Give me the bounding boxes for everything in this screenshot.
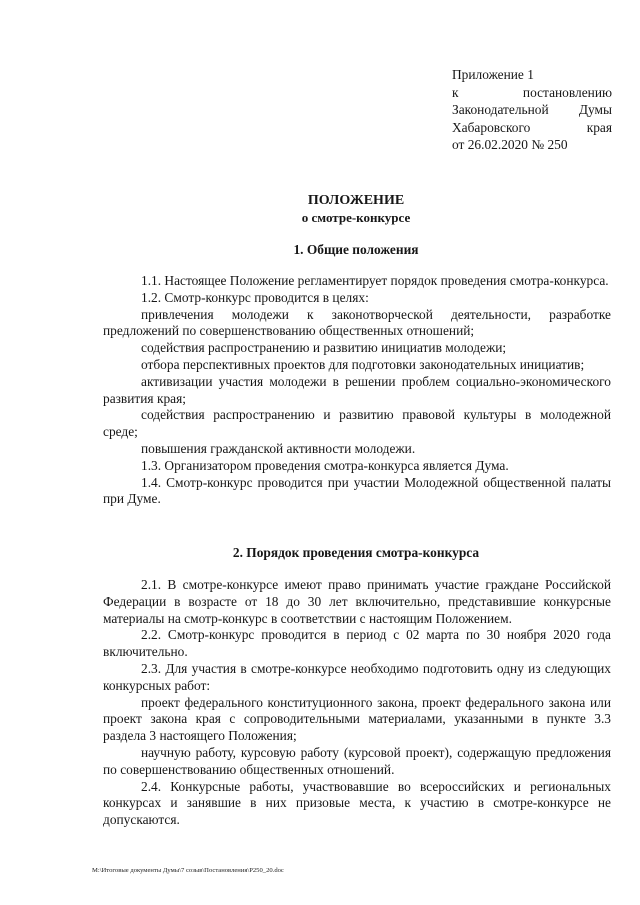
paragraph: привлечения молодежи к законотворческой деятельности, разработке предложений по совершенствованию общественных отношений; — [103, 306, 611, 339]
paragraph: активизации участия молодежи в решении проблем социально-экономического развития края; — [103, 373, 611, 406]
paragraph: научную работу, курсовую работу (курсовой проект), содержащую предложения по совершенствованию общественных отношений. — [103, 744, 611, 777]
file-path-footer: М:\Итоговые документы Думы\7 созыв\Постановления\Р250_20.doc — [92, 867, 284, 874]
appendix-line-2: к постановлению — [452, 84, 612, 100]
section-1-heading: 1. Общие положения — [293, 242, 419, 257]
appendix-line-3: Законодательной Думы — [452, 102, 612, 117]
appendix-line-4: Хабаровского края — [452, 119, 612, 135]
paragraph: 2.3. Для участия в смотре-конкурсе необходимо подготовить одну из следующих конкурсных работ: — [103, 660, 611, 693]
paragraph: 2.2. Смотр-конкурс проводится в период с 02 марта по 30 ноября 2020 года включительно. — [103, 627, 611, 660]
paragraph: 1.4. Смотр-конкурс проводится при участии Молодежной общественной палаты при Думе. — [103, 474, 611, 507]
section-2-heading: 2. Порядок проведения смотра-конкурса — [232, 545, 480, 560]
appendix-line-1: Приложение 1 — [452, 67, 534, 82]
appendix-block — [452, 66, 612, 154]
paragraph: содействия распространению и развитию инициатив молодежи; — [141, 340, 507, 356]
document-title: ПОЛОЖЕНИЕ — [307, 193, 405, 208]
document-subtitle: о смотре-конкурсе — [301, 210, 411, 225]
paragraph: повышения гражданской активности молодежи. — [141, 440, 416, 456]
section-1-body — [103, 273, 611, 508]
section-2-body — [103, 577, 611, 829]
paragraph: 1.1. Настоящее Положение регламентирует порядок проведения смотра-конкурса. — [141, 273, 609, 288]
paragraph: отбора перспективных проектов для подготовки законодательных инициатив; — [141, 356, 585, 372]
paragraph: проект федерального конституционного закона, проект федерального закона или проект закона края с сопроводительными материалами, указанными в пункте 3.3 раздела 3 настоящего Положения; — [103, 694, 611, 744]
paragraph: 1.3. Организатором проведения смотра-конкурса является Дума. — [141, 457, 509, 473]
paragraph: содействия распространению и развитию правовой культуры в молодежной среде; — [103, 407, 611, 440]
paragraph: 2.1. В смотре-конкурсе имеют право принимать участие граждане Российской Федерации в возрасте от 18 до 30 лет включительно, представившие конкурсные материалы на смотр-конкурс в соответствии с настоящим Положением. — [103, 577, 611, 626]
paragraph: 2.4. Конкурсные работы, участвовавшие во всероссийских и региональных конкурсах и занявшие в них призовые места, к участию в смотре-конкурсе не допускаются. — [103, 778, 611, 828]
appendix-line-5: от 26.02.2020 № 250 — [452, 137, 568, 152]
paragraph: 1.2. Смотр-конкурс проводится в целях: — [141, 289, 369, 305]
